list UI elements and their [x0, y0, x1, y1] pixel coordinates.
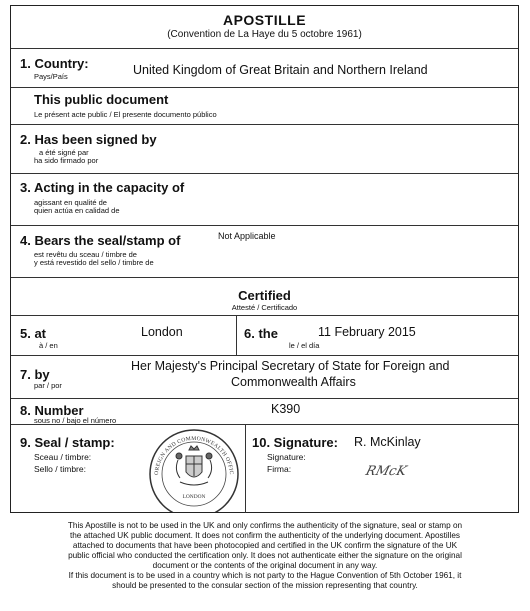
signed-by-translation-fr: a été signé par	[39, 148, 89, 157]
seal-translation-es: y está revestido del sello / timbre de	[34, 258, 154, 267]
seal-stamp-translation-fr: Sceau / timbre:	[34, 452, 92, 462]
at-translation: à / en	[39, 341, 58, 350]
number-translation: sous no / bajo el número	[34, 416, 117, 425]
form-title: APOSTILLE	[222, 12, 307, 28]
place-date-divider	[236, 316, 237, 356]
capacity-translation-fr: agissant en qualité de	[34, 198, 107, 207]
public-document-label: This public document	[34, 92, 169, 107]
date-label: 6. the	[244, 326, 278, 341]
capacity-label: 3. Acting in the capacity of	[20, 180, 185, 195]
by-value-line2: Commonwealth Affairs	[231, 375, 356, 389]
footer-line: document or the contents of the original document in any way.	[152, 561, 378, 570]
seal-translation-fr: est revêtu du sceau / timbre de	[34, 250, 137, 259]
signed-by-translation-es: ha sido firmado por	[34, 156, 99, 165]
capacity-row	[11, 174, 518, 226]
country-label: 1. Country:	[20, 56, 89, 71]
by-row	[11, 356, 518, 399]
seal-label: 4. Bears the seal/stamp of	[20, 233, 181, 248]
by-translation: par / por	[34, 381, 62, 390]
apostille-form	[10, 5, 519, 513]
signature-label: 10. Signature:	[252, 435, 338, 450]
header-row	[11, 6, 518, 49]
seal-signature-divider	[245, 425, 246, 513]
number-row	[11, 399, 518, 425]
capacity-translation-es: quien actúa en calidad de	[34, 206, 120, 215]
date-value: 11 February 2015	[318, 325, 416, 339]
date-translation: le / el día	[289, 341, 320, 350]
country-row	[11, 49, 518, 88]
seal-stamp-label: 9. Seal / stamp:	[20, 435, 115, 450]
form-subtitle: (Convention de La Haye du 5 octobre 1961)	[167, 29, 362, 40]
signature-translation-es: Firma:	[267, 464, 292, 474]
seal-signature-row	[11, 425, 518, 513]
signed-by-row	[11, 125, 518, 174]
number-value: K390	[271, 402, 301, 416]
signed-by-label: 2. Has been signed by	[20, 132, 157, 147]
number-label: 8. Number	[20, 403, 84, 418]
handwritten-signature: RMcK	[363, 464, 409, 479]
fco-stamp-graphic	[146, 426, 242, 512]
seal-value: Not Applicable	[218, 231, 276, 241]
country-translation: Pays/País	[34, 72, 68, 81]
footer-line: If this document is to be used in a country which is not party to the Hague Convention of 5th October 1961, it	[68, 571, 462, 580]
footer-line: public official who conducted the certification only. It does not authenticate either the signature on the original	[68, 551, 462, 560]
public-document-row	[11, 88, 518, 125]
by-value-line1: Her Majesty's Principal Secretary of State for Foreign and	[131, 359, 450, 373]
stamp-ring-text: OREIGN AND COMMONWEALTH OFFIC	[153, 435, 235, 476]
fco-stamp	[146, 426, 242, 517]
footer-notes	[12, 521, 518, 591]
certified-row	[11, 278, 518, 316]
public-document-translation: Le présent acte public / El presente documento público	[34, 110, 217, 119]
stamp-city-text: LONDON	[182, 494, 206, 500]
seal-row	[11, 226, 518, 278]
country-value: United Kingdom of Great Britain and Northern Ireland	[133, 63, 428, 77]
certified-translation: Attesté / Certificado	[231, 303, 298, 312]
footer-line: the attached UK public document. It does not confirm the authenticity of the underlying document. Apostilles	[69, 531, 461, 540]
certified-label: Certified	[238, 288, 291, 303]
place-date-row	[11, 316, 518, 356]
footer-line: This Apostille is not to be used in the UK and only confirms the authenticity of the signature, seal or stamp on	[67, 521, 463, 530]
by-label: 7. by	[20, 367, 50, 382]
footer-line: should be presented to the consular section of the mission representing that country.	[112, 581, 418, 590]
signature-translation-fr: Signature:	[267, 452, 306, 462]
footer-line: attached to documents that have been photocopied and certified in the UK confirm the signature of the UK	[72, 541, 458, 550]
seal-stamp-translation-es: Sello / timbre:	[34, 464, 86, 474]
signature-name: R. McKinlay	[354, 435, 421, 449]
at-label: 5. at	[20, 326, 47, 341]
at-value: London	[141, 325, 183, 339]
